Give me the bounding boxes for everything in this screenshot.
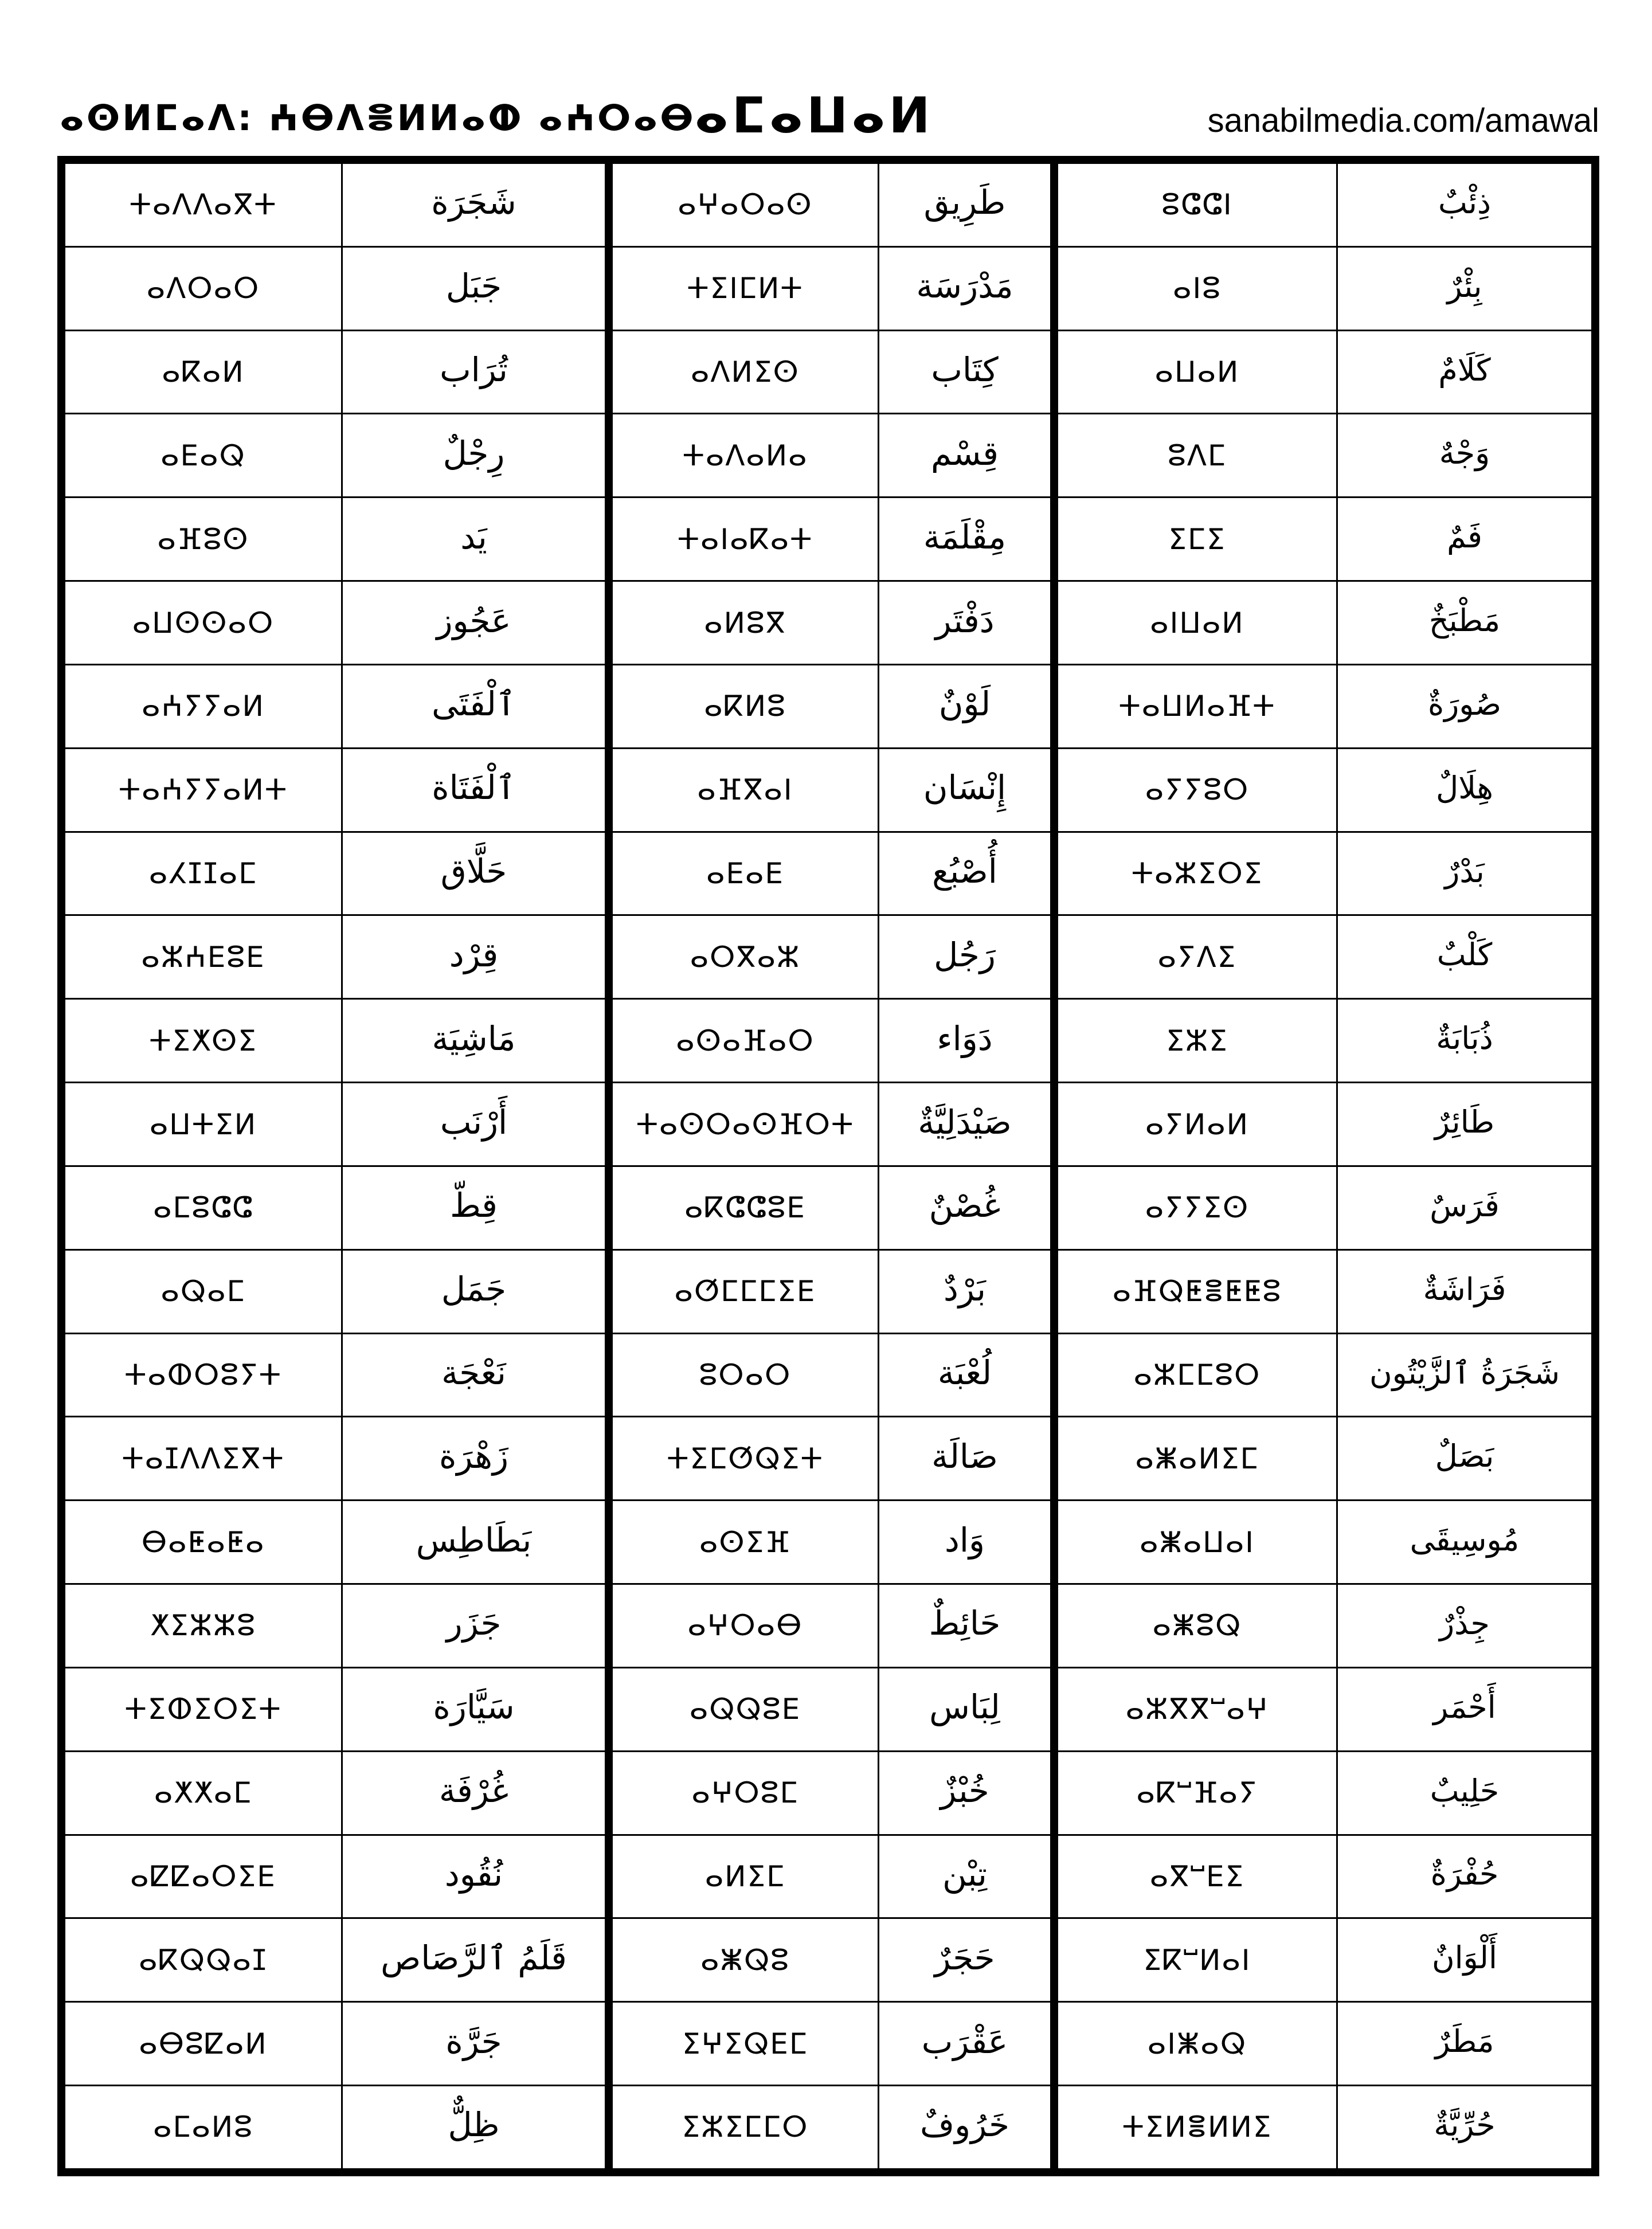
tifinagh-word: ⴰⵢⵍⴰⵍ <box>1058 1083 1338 1165</box>
arabic-word: إِنْسَان <box>923 768 1007 808</box>
vocab-row <box>1058 2086 1591 2168</box>
tifinagh-word: ⵜⴰⴷⴰⵍⴰ <box>613 414 879 496</box>
arabic-word: حَجَرٌ <box>934 1938 995 1977</box>
tifinagh-word: ⵜⴰⵣⵉⵔⵉ <box>1058 833 1338 915</box>
tifinagh-word: ⴰⵏⵓ <box>1058 248 1338 330</box>
vocab-row <box>1058 1334 1591 1418</box>
vocab-row <box>1058 833 1591 916</box>
vocab-row <box>613 498 1050 582</box>
vocab-row <box>613 749 1050 833</box>
arabic-word: خُبْزٌ <box>940 1771 989 1811</box>
tifinagh-word: ⵓⴷⵎ <box>1058 414 1338 496</box>
tifinagh-word: ⵜⵉⵍⴻⵍⵍⵉ <box>1058 2086 1338 2168</box>
arabic-word: مَاشِيَة <box>432 1018 516 1058</box>
vocab-row <box>65 916 605 1000</box>
vocab-row <box>1058 916 1591 1000</box>
vocab-row <box>1058 1919 1591 2003</box>
vocab-row <box>65 1919 605 2003</box>
tifinagh-word: ⴰⴽⵕⵕⴰⵊ <box>65 1919 343 2001</box>
tifinagh-word: ⴰⵙⵉⴼ <box>613 1501 879 1583</box>
arabic-word: قِرْد <box>449 935 499 974</box>
arabic-word: قِطّ <box>450 1186 498 1225</box>
tifinagh-word: ⵜⵉⵎⵚⵕⵉⵜ <box>613 1417 879 1499</box>
arabic-word: نُقُود <box>444 1854 503 1894</box>
poster-title-tifinagh: ⴰⵎⴰⵡⴰⵍ <box>694 87 934 144</box>
vocab-row <box>1058 1752 1591 1836</box>
arabic-word: مَطَرٌ <box>1435 2023 1494 2060</box>
tifinagh-word: ⵜⵉⵅⵙⵉ <box>65 1000 343 1082</box>
tifinagh-word: ⴰⵣⵎⵎⵓⵔ <box>1058 1334 1338 1416</box>
vocab-row <box>65 498 605 582</box>
vocab-row <box>613 1417 1050 1501</box>
tifinagh-word: ⴰⵡⵙⵙⴰⵔ <box>65 582 343 664</box>
arabic-word: فَرَسٌ <box>1430 1187 1500 1224</box>
vocab-row <box>613 1334 1050 1418</box>
vocab-row <box>1058 749 1591 833</box>
arabic-word: ٱلْفَتَاة <box>432 768 516 808</box>
tifinagh-word: ⴰⵥⵓⵕ <box>1058 1585 1338 1667</box>
vocab-row <box>65 2003 605 2086</box>
vocab-row <box>65 1334 605 1418</box>
vocab-row <box>1058 1668 1591 1752</box>
arabic-word: وَاد <box>945 1520 985 1560</box>
vocab-row <box>1058 1000 1591 1083</box>
arabic-word: صَيْدَلِيَّةٌ <box>918 1102 1012 1142</box>
vocab-row <box>65 164 605 248</box>
tifinagh-word: ⴰⵎⴰⵍⵓ <box>65 2086 343 2168</box>
vocab-row <box>65 1167 605 1251</box>
arabic-word: تِبْن <box>942 1854 987 1894</box>
table-column-middle <box>613 164 1050 2168</box>
tifinagh-word: ⵜⴰⵊⴷⴷⵉⴳⵜ <box>65 1417 343 1499</box>
arabic-word: دَوَاء <box>937 1018 993 1058</box>
tifinagh-word: ⴰⵔⴳⴰⵣ <box>613 916 879 998</box>
teacher-name-tifinagh: ⴰⵙⵍⵎⴰⴷ: ⵄⴱⴷⴻⵍⵍⴰⵀ ⴰⵄⵔⴰⴱ <box>60 97 696 139</box>
vocab-row <box>613 1836 1050 1919</box>
arabic-word: بَرْدٌ <box>944 1270 986 1309</box>
tifinagh-word: ⴰⵥⴰⵡⴰⵏ <box>1058 1501 1338 1583</box>
tifinagh-word: ⵜⴰⵡⵍⴰⴼⵜ <box>1058 665 1338 747</box>
tifinagh-word: ⴰⴳⵯⴹⵉ <box>1058 1836 1338 1918</box>
arabic-word: عَجُوز <box>436 601 511 640</box>
tifinagh-word: ⴰⴷⵍⵉⵙ <box>613 331 879 413</box>
tifinagh-word: ⴰⵍⵓⴳ <box>613 582 879 664</box>
vocab-row <box>1058 1501 1591 1585</box>
arabic-word: كَلْبٌ <box>1436 937 1493 973</box>
vocab-row <box>65 1836 605 1919</box>
vocab-row <box>1058 164 1591 248</box>
arabic-word: مَدْرَسَة <box>916 267 1013 306</box>
vocab-row <box>1058 248 1591 331</box>
arabic-word: مُوسِيقَى <box>1410 1522 1520 1558</box>
vocab-row <box>65 248 605 331</box>
arabic-word: شَجَرَةُ ٱلزَّيْتُون <box>1369 1354 1560 1391</box>
tifinagh-word: ⴰⵢⵢⵉⵙ <box>1058 1167 1338 1249</box>
arabic-word: مِقْلَمَة <box>923 517 1007 557</box>
tifinagh-word: ⴰⵢⴷⵉ <box>1058 916 1338 998</box>
website-url: sanabilmedia.com/amawal <box>1207 102 1599 139</box>
tifinagh-word: ⵅⵉⵣⵣⵓ <box>65 1585 343 1667</box>
arabic-word: صُورَةٌ <box>1427 685 1502 722</box>
tifinagh-word: ⵓⵔⴰⵔ <box>613 1334 879 1416</box>
tifinagh-word: ⴰⵄⵢⵢⴰⵍ <box>65 665 343 747</box>
vocab-row <box>613 1000 1050 1083</box>
tifinagh-word: ⵜⴰⴷⴷⴰⴳⵜ <box>65 164 343 246</box>
vocab-row <box>65 1000 605 1083</box>
arabic-word: جَرَّة <box>445 2022 502 2061</box>
vocab-row <box>65 1585 605 1668</box>
tifinagh-word: ⴰⵏⵡⴰⵍ <box>1058 582 1338 664</box>
arabic-word: غُرْفَة <box>439 1771 509 1811</box>
tifinagh-word: ⴰⵏⵥⴰⵕ <box>1058 2003 1338 2085</box>
tifinagh-word: ⴰⵖⴰⵔⴰⵙ <box>613 164 879 246</box>
vocab-row <box>613 1668 1050 1752</box>
arabic-word: دَفْتَر <box>935 601 995 640</box>
vocab-row <box>613 414 1050 498</box>
vocab-row <box>613 2086 1050 2168</box>
tifinagh-word: ⴰⵢⵢⵓⵔ <box>1058 749 1338 831</box>
arabic-word: لَوْنٌ <box>938 684 991 724</box>
arabic-word: قَلَمُ ٱلرَّصَاص <box>381 1938 567 1977</box>
arabic-word: رِجْلٌ <box>443 433 505 473</box>
vocab-row <box>65 1668 605 1752</box>
tifinagh-word: ⴰⴼⵕⵟⴻⵟⵟⵓ <box>1058 1251 1338 1333</box>
arabic-word: جِذْرٌ <box>1439 1605 1490 1642</box>
vocab-row <box>1058 1417 1591 1501</box>
tifinagh-word: ⴰⵡⵜⵉⵍ <box>65 1083 343 1165</box>
arabic-word: هِلَالٌ <box>1436 769 1493 806</box>
vocab-row <box>65 582 605 665</box>
arabic-word: أَلْوَانٌ <box>1432 1940 1498 1976</box>
tifinagh-word: ⵉⵣⵉ <box>1058 1000 1338 1082</box>
arabic-word: شَجَرَة <box>431 183 516 222</box>
arabic-word: طَرِيق <box>923 183 1006 222</box>
arabic-word: ذِئْبٌ <box>1438 184 1492 221</box>
vocab-row <box>1058 1083 1591 1167</box>
vocab-row <box>65 1417 605 1501</box>
arabic-word: حَائِطٌ <box>929 1604 1001 1643</box>
vocab-row <box>1058 414 1591 498</box>
vocabulary-table <box>57 156 1599 2176</box>
tifinagh-word: ⵉⵎⵉ <box>1058 498 1338 580</box>
vocab-row <box>613 665 1050 749</box>
arabic-word: حُفْرَةٌ <box>1430 1856 1499 1893</box>
vocab-row <box>65 331 605 415</box>
arabic-word: تُرَاب <box>440 350 508 390</box>
arabic-word: نَعْجَة <box>441 1353 506 1392</box>
arabic-word: أَرْنَب <box>440 1102 508 1142</box>
tifinagh-word: ⴰⵎⵓⵛⵛ <box>65 1167 343 1249</box>
tifinagh-word: ⵜⴰⵀⵔⵓⵢⵜ <box>65 1334 343 1416</box>
vocab-row <box>65 833 605 916</box>
tifinagh-word: ⵜⵉⵏⵎⵍⵜ <box>613 248 879 330</box>
arabic-word: ٱلْفَتَى <box>432 684 516 724</box>
tifinagh-word: ⴰⴹⴰⵕ <box>65 414 343 496</box>
vocab-row <box>1058 1167 1591 1251</box>
tifinagh-word: ⴰⴽⵍⵓ <box>613 665 879 747</box>
vocab-row <box>613 331 1050 415</box>
vocab-row <box>613 833 1050 916</box>
arabic-word: وَجْهٌ <box>1439 435 1490 472</box>
vocab-row <box>613 1167 1050 1251</box>
tifinagh-word: ⴰⴽⵛⵛⵓⴹ <box>613 1167 879 1249</box>
arabic-word: قِسْم <box>930 433 999 473</box>
tifinagh-word: ⴰⴽⵯⴼⴰⵢ <box>1058 1752 1338 1834</box>
tifinagh-word: ⵓⵛⵛⵏ <box>1058 164 1338 246</box>
vocab-row <box>65 1501 605 1585</box>
arabic-word: يَد <box>460 517 487 557</box>
arabic-word: خَرُوفٌ <box>920 2105 1009 2145</box>
arabic-word: أَحْمَر <box>1433 1689 1496 1725</box>
arabic-word: كَلَامٌ <box>1438 351 1491 388</box>
arabic-word: فَمٌ <box>1447 519 1482 555</box>
arabic-word: جَبَل <box>445 267 502 306</box>
vocab-row <box>1058 498 1591 582</box>
tifinagh-word: ⵜⴰⵄⵢⵢⴰⵍⵜ <box>65 749 343 831</box>
tifinagh-word: ⴰⵡⴰⵍ <box>1058 331 1338 413</box>
vocab-row <box>1058 582 1591 665</box>
arabic-word: بَطَاطِس <box>416 1520 532 1560</box>
arabic-word: صَالَة <box>931 1436 998 1476</box>
column-divider <box>605 164 613 2168</box>
tifinagh-word: ⴰⵖⵔⵓⵎ <box>613 1752 879 1834</box>
arabic-word: غُصْنٌ <box>929 1186 1001 1225</box>
vocab-row <box>1058 331 1591 415</box>
arabic-word: أُصْبُع <box>932 852 997 891</box>
tifinagh-word: ⴰⴷⵔⴰⵔ <box>65 248 343 330</box>
arabic-word: سَيَّارَة <box>433 1687 515 1727</box>
arabic-word: فَرَاشَةٌ <box>1423 1271 1506 1307</box>
tifinagh-word: ⴰⴹⴰⴹ <box>613 833 879 915</box>
table-column-right <box>1058 164 1591 2168</box>
tifinagh-word: ⵜⴰⵙⵔⴰⵙⴼⵔⵜ <box>613 1083 879 1165</box>
tifinagh-word: ⴰⵇⵇⴰⵔⵉⴹ <box>65 1836 343 1918</box>
arabic-word: لِبَاس <box>929 1687 1000 1727</box>
tifinagh-word: ⴰⵣⵄⴹⵓⴹ <box>65 916 343 998</box>
vocab-row <box>1058 1836 1591 1919</box>
tifinagh-word: ⴱⴰⵟⴰⵟⴰ <box>65 1501 343 1583</box>
vocab-row <box>1058 2003 1591 2086</box>
arabic-word: كِتَاب <box>931 350 999 390</box>
tifinagh-word: ⵜⵉⵀⵉⵔⵉⵜ <box>65 1668 343 1750</box>
arabic-word: حَلَّاق <box>440 852 507 891</box>
arabic-word: عَقْرَب <box>921 2022 1008 2061</box>
vocab-row <box>1058 665 1591 749</box>
arabic-word: جَزَر <box>446 1604 502 1643</box>
vocab-row <box>613 916 1050 1000</box>
vocab-row <box>613 164 1050 248</box>
vocab-row <box>613 2003 1050 2086</box>
arabic-word: مَطْبَخٌ <box>1428 602 1501 639</box>
tifinagh-word: ⴰⴽⴰⵍ <box>65 331 343 413</box>
vocab-row <box>613 1251 1050 1334</box>
arabic-word: جَمَل <box>441 1270 507 1309</box>
vocab-row <box>1058 1585 1591 1668</box>
arabic-word: حَلِيبٌ <box>1430 1772 1500 1809</box>
tifinagh-word: ⵉⴽⵯⵍⴰⵏ <box>1058 1919 1338 2001</box>
tifinagh-word: ⴰⵕⵕⵓⴹ <box>613 1668 879 1750</box>
vocab-row <box>613 1083 1050 1167</box>
vocab-row <box>613 1501 1050 1585</box>
vocab-row <box>65 1752 605 1836</box>
tifinagh-word: ⴰⵕⴰⵎ <box>65 1251 343 1333</box>
vocab-row <box>1058 1251 1591 1334</box>
arabic-word: لُعْبَة <box>937 1353 992 1392</box>
vocab-row <box>65 414 605 498</box>
column-divider <box>1050 164 1058 2168</box>
tifinagh-word: ⴰⵃⵊⵊⴰⵎ <box>65 833 343 915</box>
vocab-row <box>65 749 605 833</box>
arabic-word: حُرِّيَّةٌ <box>1434 2106 1496 2143</box>
vocab-row <box>613 1585 1050 1668</box>
tifinagh-word: ⴰⵚⵎⵎⵎⵉⴹ <box>613 1251 879 1333</box>
tifinagh-word: ⵉⵣⵉⵎⵎⵔ <box>613 2086 879 2168</box>
arabic-word: طَائِرٌ <box>1434 1104 1495 1141</box>
tifinagh-word: ⴰⵥⴰⵍⵉⵎ <box>1058 1417 1338 1499</box>
arabic-word: بَدْرٌ <box>1444 853 1485 890</box>
vocab-row <box>613 1752 1050 1836</box>
vocab-row <box>65 2086 605 2168</box>
tifinagh-word: ⴰⵥⵕⵓ <box>613 1919 879 2001</box>
arabic-word: بَصَلٌ <box>1435 1438 1494 1475</box>
arabic-word: ظِلٌّ <box>448 2105 500 2145</box>
vocab-row <box>613 248 1050 331</box>
vocab-row <box>613 582 1050 665</box>
tifinagh-word: ⵜⴰⵏⴰⴽⴰⵜ <box>613 498 879 580</box>
arabic-word: بِئْرٌ <box>1447 268 1482 304</box>
tifinagh-word: ⴰⴱⵓⵇⴰⵍ <box>65 2003 343 2085</box>
arabic-word: ذُبَابَةٌ <box>1436 1020 1493 1057</box>
vocab-row <box>65 1083 605 1167</box>
tifinagh-word: ⴰⵣⴳⴳⵯⴰⵖ <box>1058 1668 1338 1750</box>
tifinagh-word: ⴰⵅⵅⴰⵎ <box>65 1752 343 1834</box>
arabic-word: زَهْرَة <box>439 1436 508 1476</box>
tifinagh-word: ⴰⴼⵓⵙ <box>65 498 343 580</box>
table-column-left <box>65 164 605 2168</box>
tifinagh-word: ⴰⵍⵉⵎ <box>613 1836 879 1918</box>
tifinagh-word: ⴰⵙⴰⴼⴰⵔ <box>613 1000 879 1082</box>
tifinagh-word: ⴰⴼⴳⴰⵏ <box>613 749 879 831</box>
tifinagh-word: ⴰⵖⵔⴰⴱ <box>613 1585 879 1667</box>
arabic-word: رَجُل <box>934 935 996 974</box>
poster-header <box>0 57 1652 149</box>
vocab-row <box>613 1919 1050 2003</box>
vocab-row <box>65 1251 605 1334</box>
vocab-row <box>65 665 605 749</box>
tifinagh-word: ⵉⵖⵉⵕⴹⵎ <box>613 2003 879 2085</box>
